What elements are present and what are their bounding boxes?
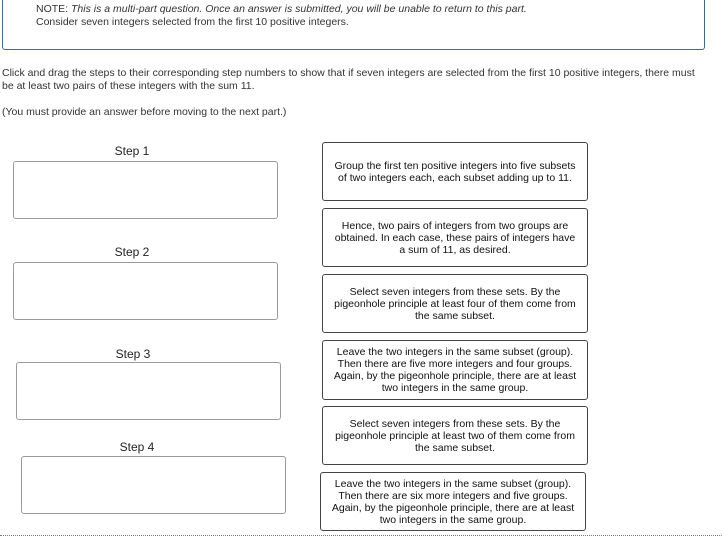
- draggable-step-card[interactable]: Leave the two integers in the same subset (group). Then there are five more integers and four groups. Again, by the pigeonhole principle, there are at least two integers in the same group.: [322, 340, 588, 400]
- step-2-drop-zone[interactable]: [13, 262, 278, 320]
- bottom-divider: [0, 535, 722, 536]
- draggable-step-card[interactable]: Select seven integers from these sets. By the pigeonhole principle at least four of them come from the same subset.: [322, 274, 588, 333]
- note-text: This is a multi-part question. Once an answer is submitted, you will be unable to return to this part.: [71, 3, 527, 15]
- step-2-label: Step 2: [114, 245, 150, 259]
- instructions: Click and drag the steps to their corresponding step numbers to show that if seven integers are selected from the first 10 positive integers, there must be at least two pairs of these integers with the sum 11.: [2, 67, 695, 92]
- step-4-drop-zone[interactable]: [21, 456, 286, 514]
- step-1-drop-zone[interactable]: [13, 161, 278, 219]
- must-answer-note: (You must provide an answer before moving to the next part.): [2, 106, 287, 118]
- step-1-label: Step 1: [114, 144, 150, 158]
- step-3-label: Step 3: [115, 347, 151, 361]
- step-4-label: Step 4: [119, 440, 155, 454]
- draggable-step-card[interactable]: Select seven integers from these sets. By the pigeonhole principle at least two of them come from the same subset.: [322, 406, 588, 465]
- step-3-drop-zone[interactable]: [16, 362, 281, 420]
- draggable-step-card[interactable]: Group the first ten positive integers into five subsets of two integers each, each subset adding up to 11.: [322, 142, 588, 201]
- note-label: NOTE:: [36, 3, 69, 15]
- question-premise: Consider seven integers selected from the first 10 positive integers.: [36, 16, 349, 28]
- draggable-step-card[interactable]: Hence, two pairs of integers from two groups are obtained. In each case, these pairs of integers have a sum of 11, as desired.: [322, 208, 588, 267]
- note-box: [2, 0, 705, 50]
- draggable-step-card[interactable]: Leave the two integers in the same subset (group). Then there are six more integers and five groups. Again, by the pigeonhole principle, there are at least two integers in the same group.: [320, 472, 586, 531]
- note-line: [36, 3, 527, 15]
